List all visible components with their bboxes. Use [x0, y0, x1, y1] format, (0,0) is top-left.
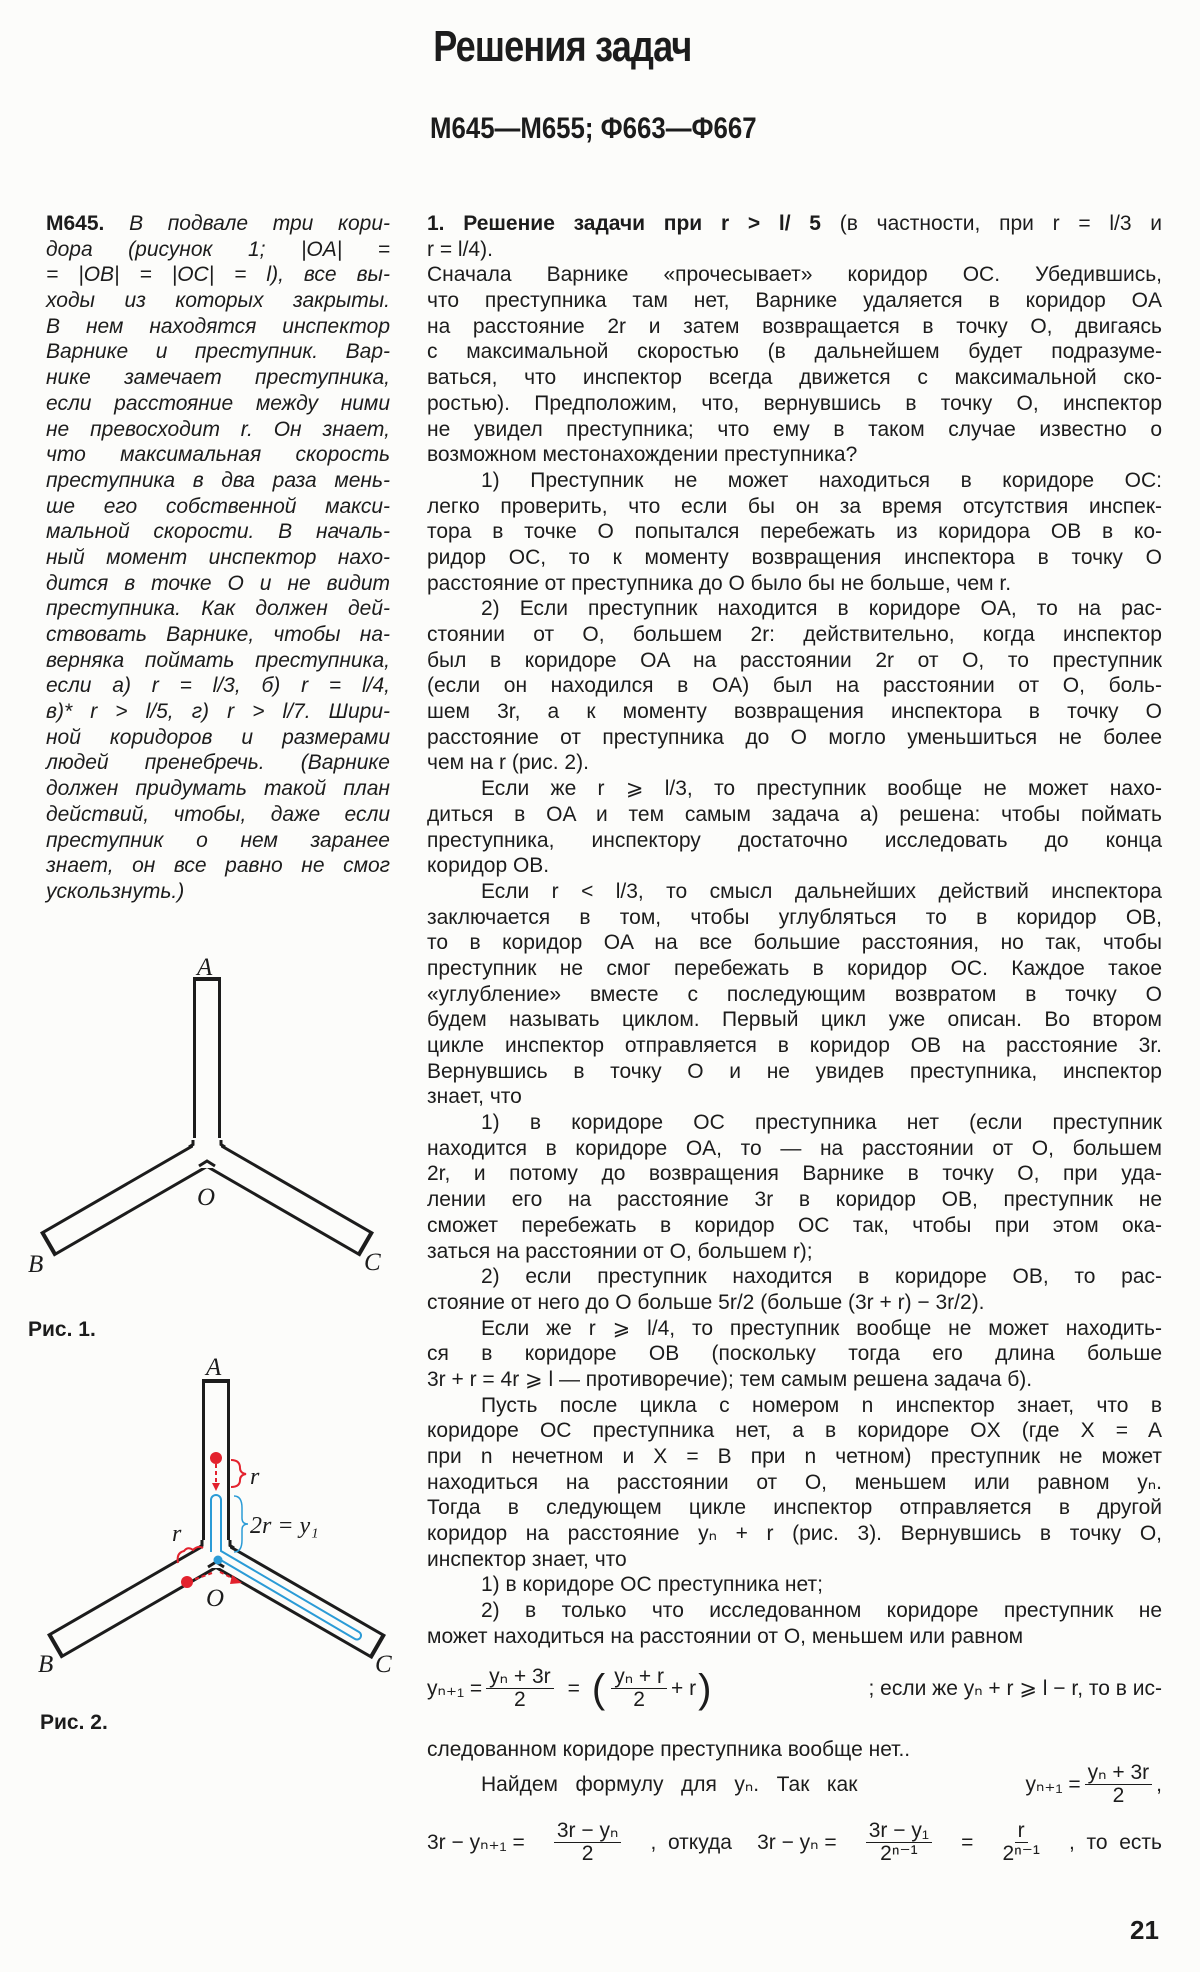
solution-line: ваться, что инспектор всегда движется с максимальной ско- — [427, 366, 1162, 390]
label-B: B — [28, 1251, 44, 1278]
label-O: O — [206, 1585, 225, 1612]
solution-line: коридор OB. — [427, 854, 550, 878]
problem-line: мальной скорости. В началь- — [46, 520, 390, 544]
equals: = — [961, 1830, 974, 1854]
solution-line: лении его на расстояние 3r в коридор OB, преступник не — [427, 1188, 1162, 1212]
solution-line: 2) в только что исследованном коридоре преступник не — [481, 1599, 1162, 1623]
solution-line: может находиться на расстоянии от O, меньшем или равном — [427, 1624, 1024, 1648]
page-title: Решения задач — [433, 22, 692, 71]
solution-line: коридоре OC преступника нет, а в коридоре OX (где X = A — [427, 1419, 1162, 1443]
formula-lhs: yₙ₊₁ = — [427, 1677, 483, 1700]
problem-line: В нем находятся инспектор — [46, 314, 390, 338]
problem-line: ствовать Варнике, чтобы на- — [46, 623, 390, 646]
numerator: yₙ + 3r — [1085, 1762, 1152, 1785]
denominator: 2ⁿ⁻¹ — [1002, 1842, 1040, 1865]
solution-line: 1) Преступник не может находиться в коридоре OC: — [481, 468, 1162, 492]
problem-line: если расстояние между ними — [46, 391, 390, 415]
problem-line: нике замечает преступника, — [46, 366, 390, 390]
paren-right: ) — [698, 1666, 712, 1711]
problem-line: что максимальная скорость — [46, 443, 390, 467]
solution-line: знает, что — [427, 1085, 522, 1109]
equals: = — [567, 1676, 580, 1700]
problem-range-subtitle: М645—М655; Ф663—Ф667 — [430, 112, 757, 145]
brace-y1 — [234, 1496, 248, 1552]
criminal-dot-lower — [181, 1576, 193, 1588]
solution-line: возможном местонахождении преступника? — [427, 443, 858, 467]
problem-line: действий, чтобы, даже если — [46, 802, 390, 826]
solution-line: 1) в коридоре OC преступника нет (если преступник — [481, 1111, 1162, 1135]
solution-line: инспектор знает, что — [427, 1547, 627, 1571]
label-C: C — [375, 1651, 392, 1678]
denominator: 2 — [1112, 1784, 1125, 1807]
solution-line: 2r, и потому до возвращения Варнике в точку O, при уда- — [427, 1162, 1162, 1186]
solution-line: сможет перебежать в коридор OC так, чтобы при этом ока- — [427, 1213, 1162, 1237]
solution-line: с максимальной скоростью (в дальнейшем будет подразуме- — [427, 340, 1162, 364]
denominator: 2ⁿ⁻¹ — [880, 1842, 918, 1865]
problem-line: ной коридоров и размерами — [46, 725, 390, 749]
label-r-left: r — [172, 1521, 182, 1547]
figure-1-caption: Рис. 1. — [28, 1318, 96, 1341]
numerator: 3r − yₙ — [554, 1820, 621, 1843]
solution-line: Если же r ⩾ l/4, то преступник вообще не может находить- — [481, 1316, 1162, 1340]
formula-lhs: yₙ₊₁ = — [1025, 1773, 1081, 1796]
numerator: r — [1015, 1820, 1028, 1843]
problem-line: = |OB| = |OC| = l), все вы- — [46, 263, 390, 287]
solution-line: r = l/4). — [427, 237, 493, 261]
solution-line: диться в OA и тем самым задача а) решена: чтобы поймать — [427, 802, 1162, 826]
label-C: C — [364, 1249, 381, 1276]
label-A: A — [206, 1354, 222, 1381]
solution-line: цикле инспектор отправляется в коридор OB на расстояние 3r. — [427, 1034, 1162, 1057]
label-B: B — [38, 1651, 54, 1678]
numerator: yₙ + 3r — [486, 1666, 553, 1689]
solution-line: тора в точке O попытался перебежать из коридора OB в ко- — [427, 520, 1162, 544]
text: , то есть — [1068, 1830, 1162, 1854]
solution-line: ростью). Предположим, что, вернувшись в точку O, инспектор — [427, 391, 1162, 415]
solution-line: Вернувшись в точку O и не увидев преступника, инспектор — [427, 1059, 1162, 1083]
problem-line: преступник о нем заранее — [46, 828, 390, 852]
page-number: 21 — [1130, 1915, 1159, 1945]
solution-line: расстояние от преступника до O было бы не больше, чем r. — [427, 571, 1012, 595]
figure-2-corridors — [38, 1354, 392, 1678]
solution-line: при n нечетном и X = B при n четном) преступник не может — [427, 1445, 1162, 1468]
problem-line: Варнике и преступник. Вар- — [46, 340, 390, 364]
solution-line: будем называть циклом. Первый цикл уже описан. Во втором — [427, 1008, 1162, 1032]
formula-tail: ; если же yₙ + r ⩾ l − r, то в ис- — [868, 1677, 1162, 1700]
figure-2-caption: Рис. 2. — [40, 1711, 108, 1734]
solution-line: на расстояние 2r и затем возвращается в точку O, двигаясь — [427, 314, 1162, 338]
problem-line: если а) r = l/3, б) r = l/4, — [46, 674, 390, 698]
solution-line: был в коридоре OA на расстоянии 2r от O, то преступник — [427, 648, 1162, 672]
solution-line: «углубление» вместе с последующим возвратом в точку O — [427, 982, 1162, 1006]
solution-line: Если r < l/3, то смысл дальнейших действий инспектора — [481, 879, 1162, 903]
problem-line: ходы из которых закрыты. — [46, 289, 390, 313]
plus-r: + r — [671, 1676, 697, 1700]
solution-line: преступник не смог перебежать в коридор OC. Каждое такое — [427, 956, 1162, 980]
solution-line: коридор на расстояние yₙ + r (рис. 3). Вернувшись в точку O, — [427, 1522, 1162, 1546]
solution-line: стоянии от O, большем 2r: действительно, когда инспектор — [427, 623, 1162, 646]
solution-line: расстояние от преступника до O могло уменьшиться не более — [427, 725, 1162, 749]
figure-1-corridors — [28, 954, 381, 1278]
problem-line: в)* r > l/5, г) r > l/7. Шири- — [46, 700, 390, 724]
solution-line: 2) если преступник находится в коридоре OB, то рас- — [481, 1265, 1162, 1289]
solution-line: стояние от него до O больше 5r/2 (больше (3r + r) − 3r/2). — [427, 1290, 985, 1314]
criminal-dot-upper — [210, 1452, 222, 1464]
solution-line: не увидел преступника; что ему в таком случае известно о — [427, 417, 1162, 441]
formula-lhs: 3r − yₙ = — [757, 1831, 837, 1854]
problem-line: ше его собственной макси- — [46, 494, 390, 518]
solution-line: 3r + r = 4r ⩾ l — противоречие); тем самым решена задача б). — [427, 1367, 1033, 1391]
problem-line: дора (рисунок 1; |OA| = — [46, 237, 390, 261]
solution-line: Сначала Варнике «прочесывает» коридор OC. Убедившись, — [427, 263, 1162, 287]
problem-line: преступника. Как должен дей- — [46, 597, 390, 621]
solution-line: Если же r ⩾ l/3, то преступник вообще не может нахо- — [481, 777, 1162, 801]
problem-line: ный момент инспектор нахо- — [46, 545, 390, 569]
problem-line: преступника в два раза мень- — [46, 468, 390, 492]
solution-line: ридор OC, то к моменту возвращения инспектора в точку O — [427, 545, 1162, 569]
solution-line: то в коридор OA на все большие расстояния, но так, чтобы — [427, 931, 1162, 955]
text: , откуда — [650, 1830, 732, 1854]
brace-r-upper — [231, 1460, 246, 1487]
label-r-upper: r — [250, 1464, 260, 1490]
solution-line: находится в коридоре OA, то — на расстоянии от O, большем — [427, 1136, 1162, 1160]
label-A: A — [197, 954, 213, 981]
inspector-dot — [214, 1556, 223, 1565]
after-formula-text: следованном коридоре преступника вообще нет.. — [427, 1738, 911, 1761]
problem-line: должен придумать такой план — [46, 777, 390, 801]
solution-line: легко проверить, что если бы он за время отсутствия инспек- — [427, 494, 1162, 518]
denominator: 2 — [514, 1688, 526, 1711]
problem-line: людей пренебречь. (Варнике — [46, 751, 390, 775]
solution-line: Тогда в следующем цикле инспектор отправляется в другой — [427, 1496, 1162, 1520]
problem-line-text: В подвале три кори- — [129, 212, 390, 235]
comma: , — [1156, 1772, 1162, 1796]
solution-line: шем 3r, а к моменту возвращения инспектора в точку O — [427, 700, 1162, 724]
numerator: yₙ + r — [611, 1666, 667, 1689]
problem-line: ускользнуть.) — [46, 879, 185, 903]
solution-line: находиться на расстоянии от O, меньшем или равном yₙ. — [427, 1470, 1162, 1494]
solution-line: заться на расстоянии от O, большем r); — [427, 1239, 813, 1263]
problem-line: не превосходит r. Он знает, — [46, 417, 390, 441]
problem-number: М645. — [46, 212, 105, 235]
problem-line: верняка поймать преступника, — [46, 648, 390, 672]
solution-line: 2) Если преступник находится в коридоре OA, то на рас- — [481, 597, 1162, 621]
label-2r-y1: 2r = y₁ — [250, 1513, 319, 1539]
text: Найдем формулу для yₙ. Так как — [481, 1773, 858, 1796]
solution-line: 1) в коридоре OC преступника нет; — [481, 1573, 823, 1597]
problem-line: дится в точке O и не видит — [46, 571, 390, 595]
solution-line-text: (в частности, при r = l/3 и — [839, 212, 1162, 235]
solution-line: заключается в том, чтобы углубляться то в коридор OB, — [427, 905, 1162, 929]
solution-line: преступника, инспектору достаточно исследовать до конца — [427, 828, 1162, 852]
solution-line: что преступника там нет, Варнике удаляется в коридор OA — [427, 289, 1162, 313]
formula-lhs: 3r − yₙ₊₁ = — [427, 1831, 525, 1854]
paren-left: ( — [591, 1666, 606, 1711]
problem-line: знает, он все равно не смог — [46, 854, 390, 878]
solution-line: ся в коридоре OB (поскольку тогда его длина больше — [427, 1342, 1162, 1366]
solution-heading: 1. Решение задачи при r > l/ 5 — [427, 212, 821, 235]
solution-line: Пусть после цикла с номером n инспектор знает, что в — [481, 1393, 1162, 1417]
denominator: 2 — [633, 1688, 645, 1711]
numerator: 3r − y₁ — [866, 1820, 932, 1843]
label-O: O — [197, 1184, 216, 1211]
denominator: 2 — [581, 1842, 594, 1865]
solution-line: (если он находился в OA) был на расстоянии от O, боль- — [427, 674, 1162, 698]
solution-line: чем на r (рис. 2). — [427, 751, 589, 775]
